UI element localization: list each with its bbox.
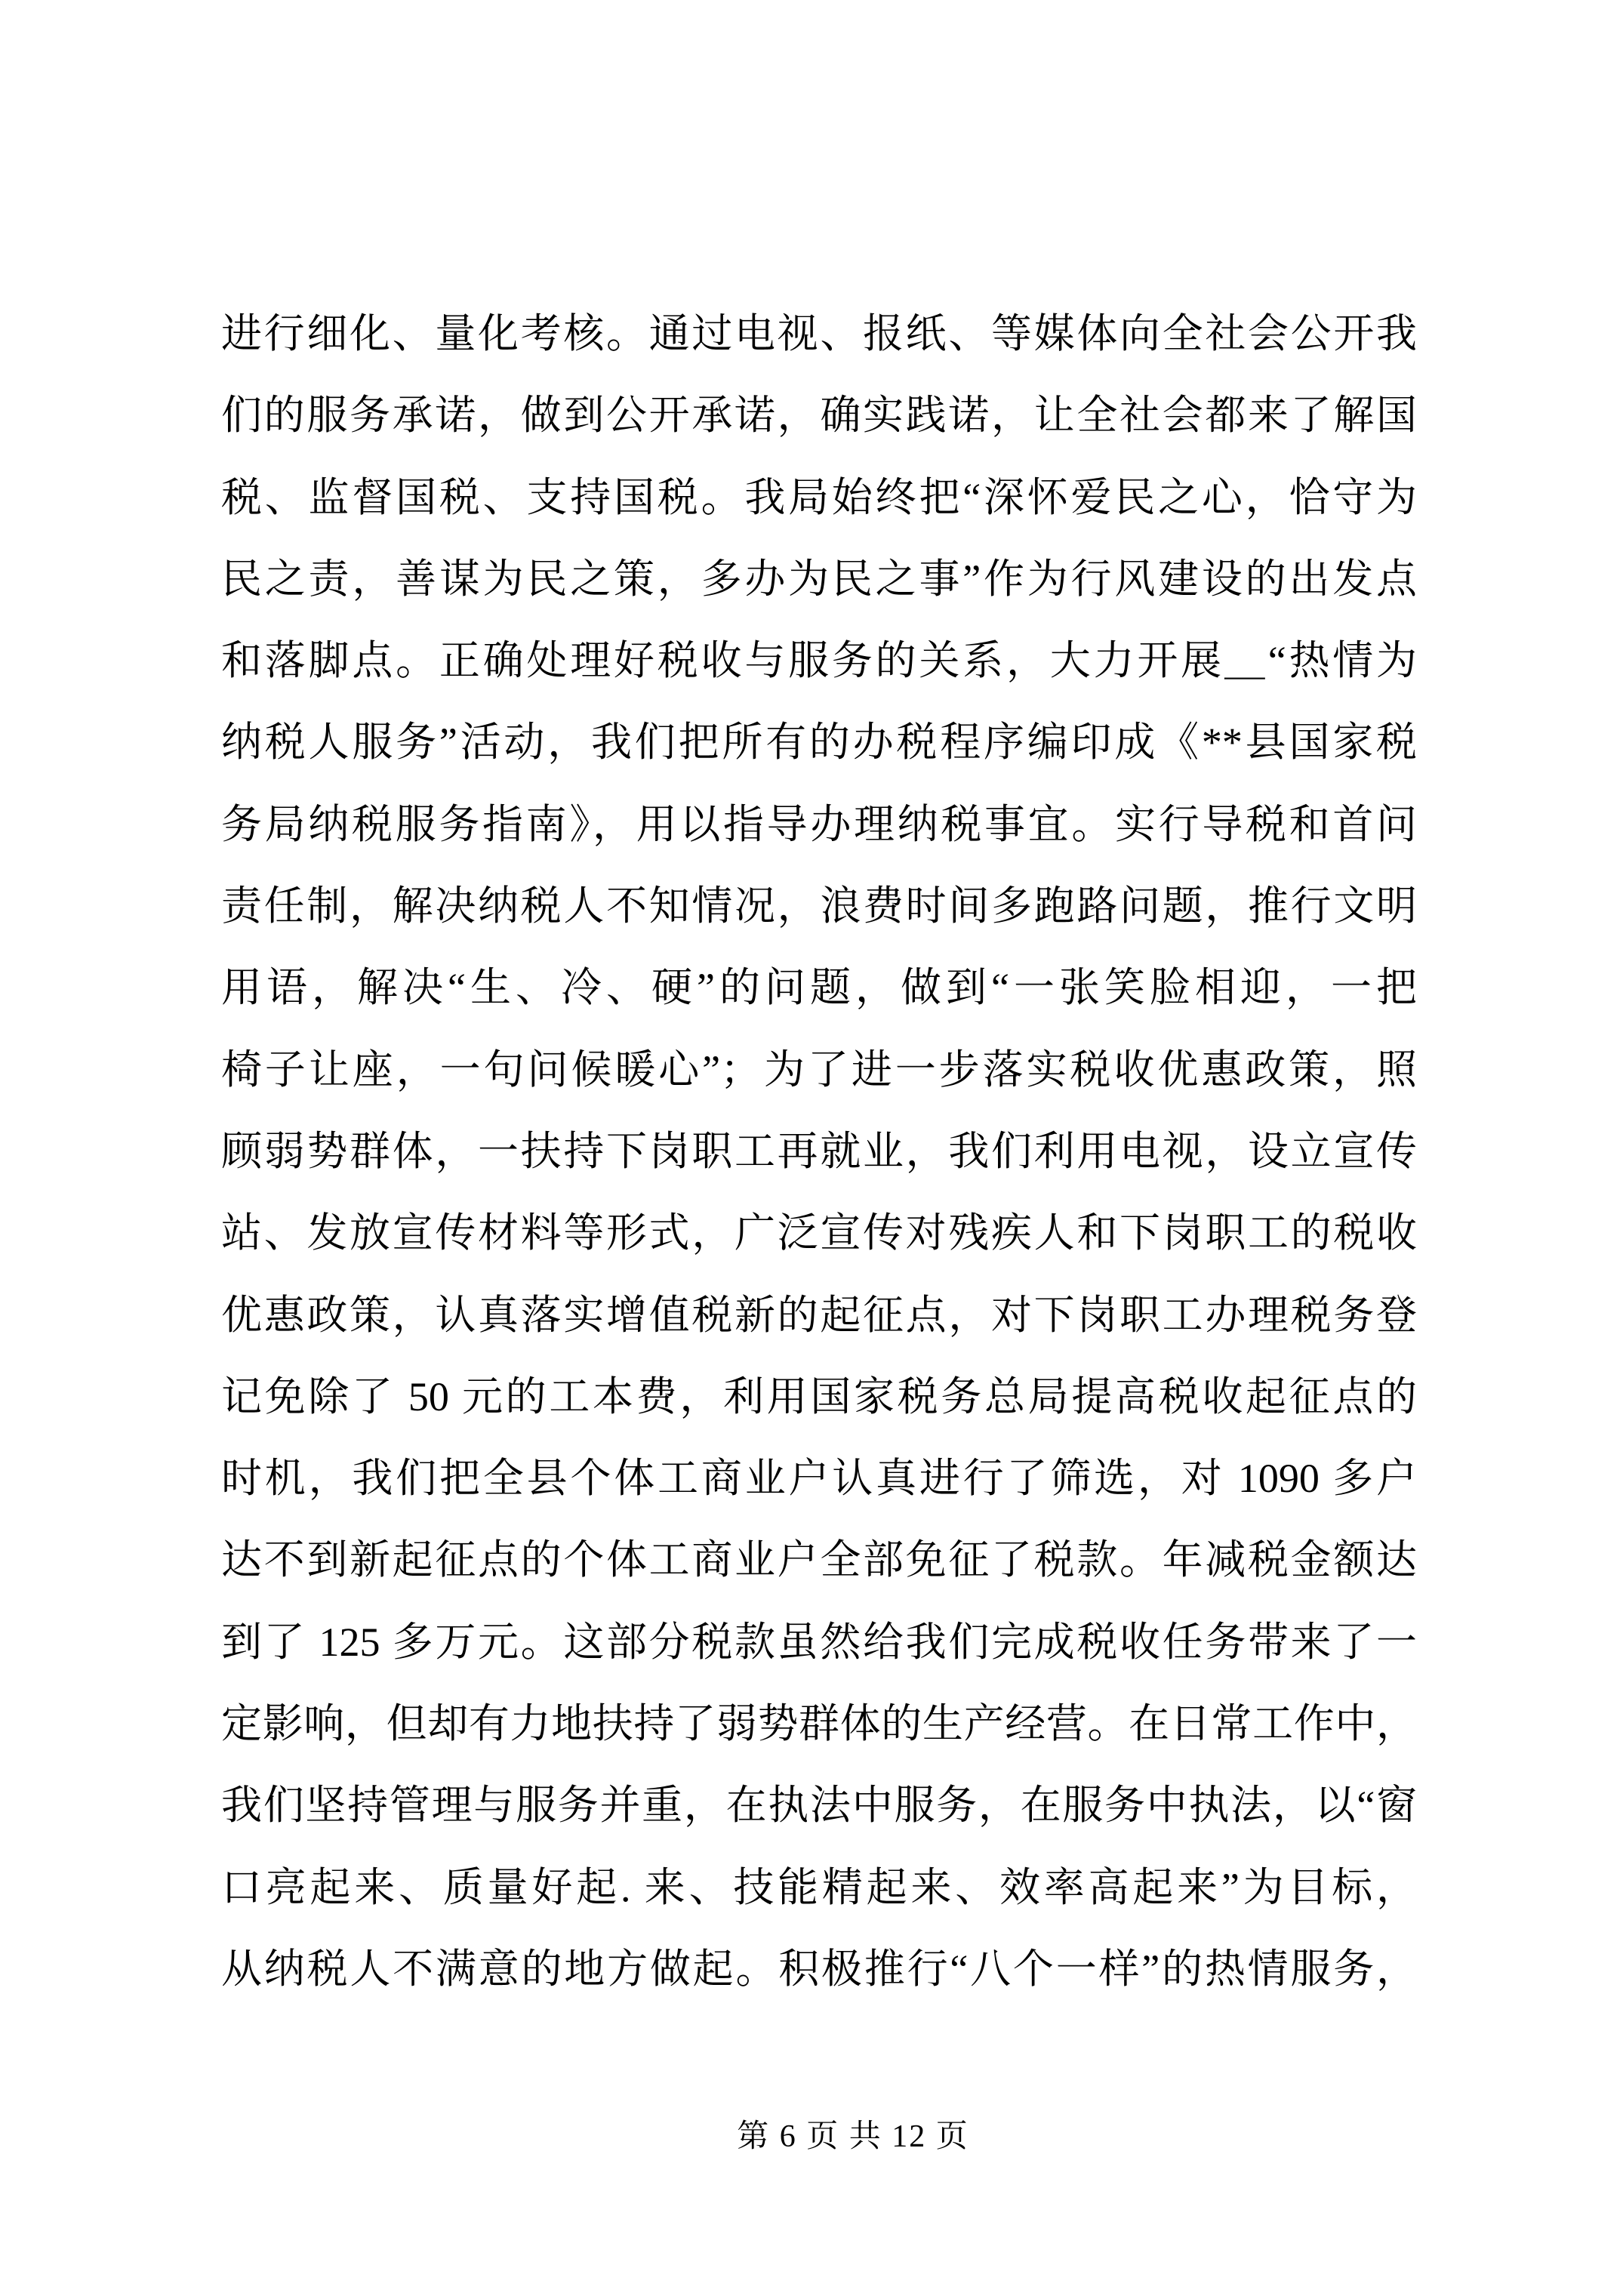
page-footer [42,2119,1623,2155]
text-line: 站、发放宣传材料等形式，广泛宣传对残疾人和下岗职工的税收 [221,1210,1417,1256]
text-line: 纳税人服务”活动，我们把所有的办税程序编印成《**县国家税 [221,720,1417,766]
text-line: 责任制，解决纳税人不知情况，浪费时间多跑路问题，推行文明 [221,883,1417,929]
text-line: 和落脚点。正确处理好税收与服务的关系，大力开展＿“热情为 [221,638,1417,684]
text-line: 民之责，善谋为民之策，多办为民之事”作为行风建设的出发点 [221,556,1417,602]
text-line: 们的服务承诺，做到公开承诺，确实践诺，让全社会都来了解国 [221,393,1417,439]
text-line: 定影响，但却有力地扶持了弱势群体的生产经营。在日常工作中， [221,1701,1417,1747]
text-line: 椅子让座，一句问候暖心”；为了进一步落实税收优惠政策，照 [221,1046,1417,1093]
text-line: 达不到新起征点的个体工商业户全部免征了税款。年减税金额达 [221,1537,1417,1583]
text-line: 进行细化、量化考核。通过电视、报纸、等媒体向全社会公开我 [221,311,1417,356]
document-body-text [221,293,1417,2010]
text-line: 口亮起来、质量好起. 来、技能精起来、效率高起来”为目标， [221,1864,1417,1910]
text-line: 我们坚持管理与服务并重，在执法中服务，在服务中执法，以“窗 [221,1783,1417,1829]
text-line: 税、监督国税、支持国税。我局始终把“深怀爱民之心，恰守为 [221,474,1417,520]
text-line: 用语，解决“生、冷、硬”的问题，做到“一张笑脸相迎，一把 [221,965,1417,1011]
text-line: 时机，我们把全县个体工商业户认真进行了筛选，对 1090 多户 [221,1456,1417,1502]
text-line: 务局纳税服务指南》，用以指导办理纳税事宜。实行导税和首问 [221,801,1417,847]
text-line: 到了 125 多万元。这部分税款虽然给我们完成税收任务带来了一 [221,1619,1417,1665]
page-number-indicator: 第 6 页 共 12 页 [737,2119,969,2154]
text-line: 记免除了 50 元的工本费，利用国家税务总局提高税收起征点的 [221,1373,1417,1419]
text-line: 顾弱势群体，一扶持下岗职工再就业，我们利用电视，设立宣传 [221,1128,1417,1174]
text-line: 从纳税人不满意的地方做起。积极推行“八个一样”的热情服务， [221,1946,1417,1992]
text-line: 优惠政策，认真落实增值税新的起征点，对下岗职工办理税务登 [221,1292,1417,1338]
